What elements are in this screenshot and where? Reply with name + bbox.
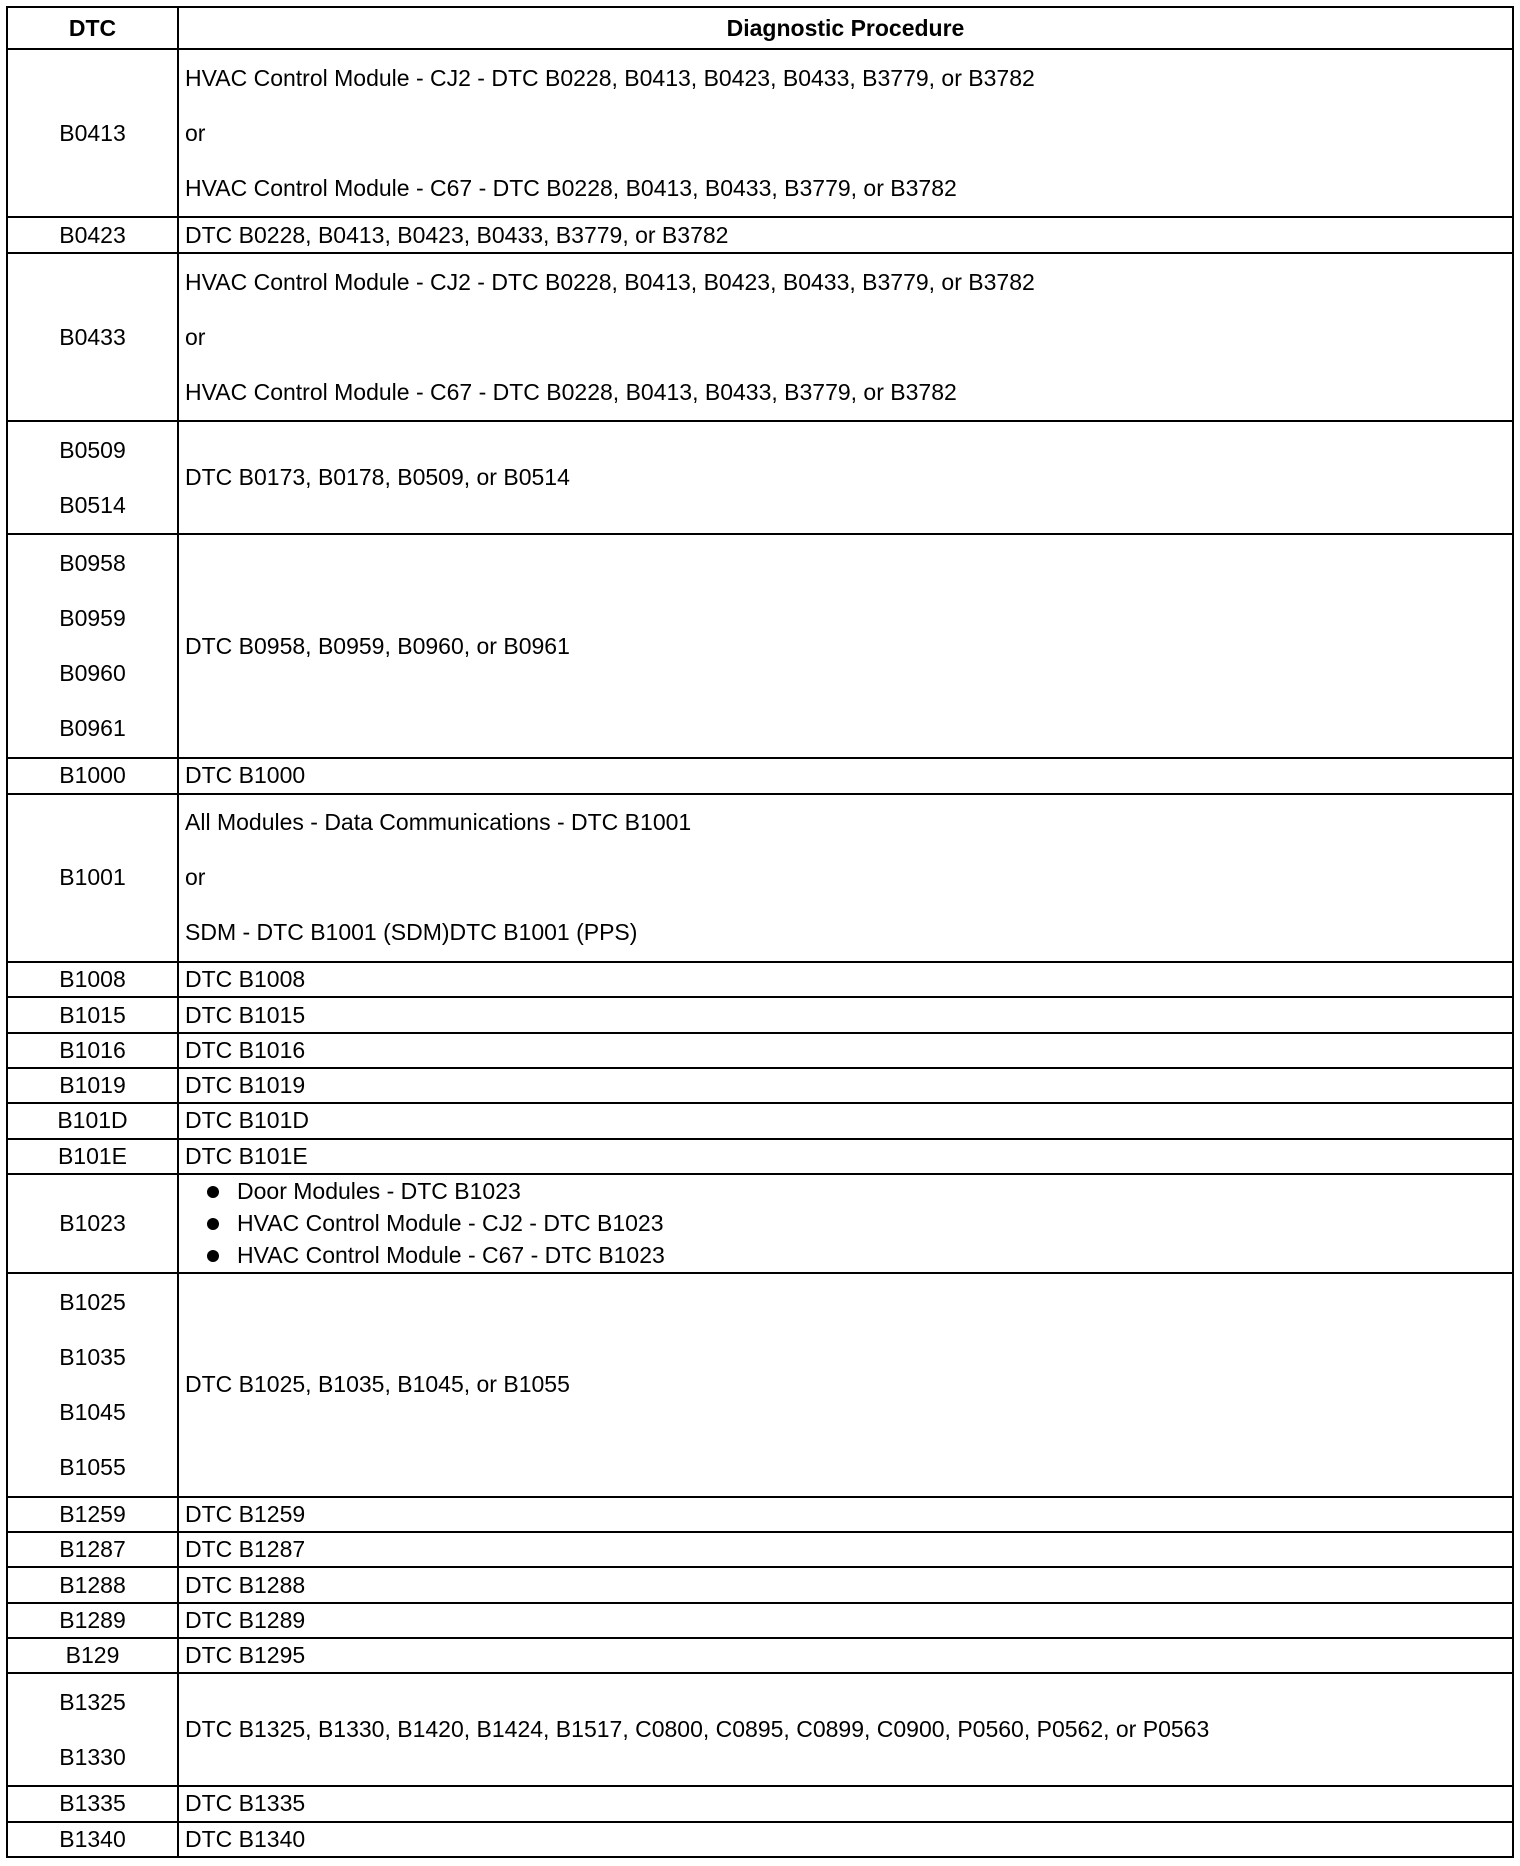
table-row bbox=[7, 962, 1513, 997]
procedure-cell bbox=[178, 758, 1513, 793]
procedure-cell bbox=[178, 1068, 1513, 1103]
table-row bbox=[7, 1786, 1513, 1821]
header-dtc: DTC bbox=[7, 7, 178, 49]
table-row bbox=[7, 421, 1513, 534]
dtc-cell bbox=[7, 253, 178, 421]
table-row bbox=[7, 1567, 1513, 1602]
header-diagnostic-procedure: Diagnostic Procedure bbox=[178, 7, 1513, 49]
procedure-text: HVAC Control Module - C67 - DTC B0228, B0413, B0433, B3779, or B3782 bbox=[185, 174, 957, 201]
dtc-code: B101D bbox=[57, 1107, 128, 1134]
table-row bbox=[7, 1822, 1513, 1857]
dtc-code: B1001 bbox=[59, 864, 126, 891]
dtc-cell bbox=[7, 1822, 178, 1857]
procedure-text: DTC B1335 bbox=[185, 1790, 306, 1817]
table-row bbox=[7, 758, 1513, 793]
procedure-text: DTC B1025, B1035, B1045, or B1055 bbox=[185, 1371, 570, 1398]
procedure-text: DTC B1015 bbox=[185, 1001, 306, 1028]
procedure-text: DTC B1259 bbox=[185, 1500, 306, 1527]
procedure-cell bbox=[178, 1638, 1513, 1673]
dtc-code: B1330 bbox=[59, 1743, 126, 1770]
procedure-cell bbox=[178, 1532, 1513, 1567]
procedure-text: DTC B0228, B0413, B0423, B0433, B3779, or B3782 bbox=[185, 221, 729, 248]
dtc-cell bbox=[7, 49, 178, 217]
dtc-table bbox=[6, 6, 1514, 1858]
dtc-cell bbox=[7, 1139, 178, 1174]
dtc-cell bbox=[7, 1638, 178, 1673]
table-row bbox=[7, 253, 1513, 421]
table-row bbox=[7, 49, 1513, 217]
procedure-text: HVAC Control Module - C67 - DTC B0228, B0413, B0433, B3779, or B3782 bbox=[185, 378, 957, 405]
table-row bbox=[7, 997, 1513, 1032]
procedure-cell bbox=[178, 1139, 1513, 1174]
dtc-cell bbox=[7, 217, 178, 252]
procedure-cell bbox=[178, 1174, 1513, 1273]
dtc-cell bbox=[7, 962, 178, 997]
dtc-code: B1019 bbox=[59, 1072, 126, 1099]
table-row bbox=[7, 1603, 1513, 1638]
procedure-cell bbox=[178, 534, 1513, 758]
table-body bbox=[7, 49, 1513, 1857]
procedure-cell bbox=[178, 997, 1513, 1032]
procedure-text: DTC B1295 bbox=[185, 1642, 306, 1669]
dtc-code: B101E bbox=[57, 1142, 128, 1169]
procedure-cell bbox=[178, 1567, 1513, 1602]
procedure-text: DTC B1287 bbox=[185, 1536, 306, 1563]
procedure-text: DTC B0173, B0178, B0509, or B0514 bbox=[185, 464, 570, 491]
dtc-code: B1340 bbox=[59, 1825, 126, 1852]
dtc-cell bbox=[7, 997, 178, 1032]
dtc-code: B0959 bbox=[59, 605, 126, 632]
dtc-cell bbox=[7, 1273, 178, 1497]
dtc-code: B1023 bbox=[59, 1209, 126, 1236]
dtc-code: B0509 bbox=[59, 436, 126, 463]
procedure-cell bbox=[178, 1673, 1513, 1786]
dtc-code: B1288 bbox=[59, 1571, 126, 1598]
procedure-cell bbox=[178, 217, 1513, 252]
table-row bbox=[7, 1273, 1513, 1497]
dtc-cell bbox=[7, 1786, 178, 1821]
procedure-text: or bbox=[185, 119, 206, 146]
dtc-cell bbox=[7, 1033, 178, 1068]
procedure-cell bbox=[178, 1603, 1513, 1638]
procedure-text: DTC B1288 bbox=[185, 1571, 306, 1598]
dtc-code: B1008 bbox=[59, 966, 126, 993]
table-row bbox=[7, 1068, 1513, 1103]
procedure-cell bbox=[178, 1822, 1513, 1857]
procedure-cell bbox=[178, 1497, 1513, 1532]
table-row bbox=[7, 1139, 1513, 1174]
procedure-text: DTC B101E bbox=[185, 1142, 308, 1169]
dtc-code: B0958 bbox=[59, 550, 126, 577]
table-row bbox=[7, 1174, 1513, 1273]
dtc-code: B0514 bbox=[59, 491, 126, 518]
procedure-text: or bbox=[185, 864, 206, 891]
dtc-code: B0960 bbox=[59, 660, 126, 687]
dtc-code: B1055 bbox=[59, 1453, 126, 1480]
procedure-text: DTC B1340 bbox=[185, 1825, 306, 1852]
procedure-cell bbox=[178, 1033, 1513, 1068]
procedure-cell bbox=[178, 49, 1513, 217]
table-row bbox=[7, 1033, 1513, 1068]
dtc-cell bbox=[7, 534, 178, 758]
dtc-cell bbox=[7, 1532, 178, 1567]
procedure-text: DTC B1289 bbox=[185, 1606, 306, 1633]
dtc-code: B1287 bbox=[59, 1536, 126, 1563]
table-row bbox=[7, 1103, 1513, 1138]
procedure-text: DTC B0958, B0959, B0960, or B0961 bbox=[185, 632, 570, 659]
table-row bbox=[7, 1638, 1513, 1673]
procedure-text: DTC B1000 bbox=[185, 762, 306, 789]
dtc-code: B1000 bbox=[59, 762, 126, 789]
dtc-cell bbox=[7, 1103, 178, 1138]
procedure-bullet-item: HVAC Control Module - CJ2 - DTC B1023 bbox=[185, 1207, 1506, 1239]
dtc-code: B0961 bbox=[59, 715, 126, 742]
table-row bbox=[7, 217, 1513, 252]
dtc-code: B1289 bbox=[59, 1606, 126, 1633]
procedure-cell bbox=[178, 962, 1513, 997]
procedure-cell bbox=[178, 421, 1513, 534]
dtc-code: B0423 bbox=[59, 221, 126, 248]
dtc-code: B1016 bbox=[59, 1036, 126, 1063]
dtc-cell bbox=[7, 421, 178, 534]
procedure-text: DTC B101D bbox=[185, 1107, 309, 1134]
table-row bbox=[7, 794, 1513, 962]
procedure-cell bbox=[178, 1273, 1513, 1497]
dtc-code: B1325 bbox=[59, 1688, 126, 1715]
procedure-text: DTC B1325, B1330, B1420, B1424, B1517, C0800, C0895, C0899, C0900, P0560, P0562, or P0563 bbox=[185, 1716, 1210, 1743]
procedure-cell bbox=[178, 794, 1513, 962]
dtc-code: B0413 bbox=[59, 119, 126, 146]
dtc-code: B1025 bbox=[59, 1288, 126, 1315]
dtc-code: B1015 bbox=[59, 1001, 126, 1028]
dtc-cell bbox=[7, 1068, 178, 1103]
procedure-text: DTC B1019 bbox=[185, 1072, 306, 1099]
procedure-bullet-item: HVAC Control Module - C67 - DTC B1023 bbox=[185, 1239, 1506, 1271]
procedure-text: DTC B1016 bbox=[185, 1036, 306, 1063]
procedure-cell bbox=[178, 253, 1513, 421]
dtc-code: B1045 bbox=[59, 1398, 126, 1425]
dtc-cell bbox=[7, 1603, 178, 1638]
procedure-text: DTC B1008 bbox=[185, 966, 306, 993]
procedure-cell bbox=[178, 1103, 1513, 1138]
procedure-text: HVAC Control Module - CJ2 - DTC B0228, B0413, B0423, B0433, B3779, or B3782 bbox=[185, 64, 1035, 91]
dtc-code: B1035 bbox=[59, 1343, 126, 1370]
dtc-code: B129 bbox=[65, 1642, 120, 1669]
table-row bbox=[7, 534, 1513, 758]
procedure-text: HVAC Control Module - CJ2 - DTC B0228, B0413, B0423, B0433, B3779, or B3782 bbox=[185, 268, 1035, 295]
dtc-cell bbox=[7, 794, 178, 962]
dtc-code: B1259 bbox=[59, 1500, 126, 1527]
dtc-cell bbox=[7, 1567, 178, 1602]
procedure-bullet-list bbox=[185, 1175, 1506, 1271]
table-row bbox=[7, 1673, 1513, 1786]
procedure-bullet-item: Door Modules - DTC B1023 bbox=[185, 1175, 1506, 1207]
table-row bbox=[7, 1497, 1513, 1532]
dtc-code: B1335 bbox=[59, 1790, 126, 1817]
procedure-cell bbox=[178, 1786, 1513, 1821]
procedure-text: or bbox=[185, 323, 206, 350]
procedure-text: SDM - DTC B1001 (SDM)DTC B1001 (PPS) bbox=[185, 919, 638, 946]
dtc-cell bbox=[7, 1174, 178, 1273]
dtc-cell bbox=[7, 1497, 178, 1532]
procedure-text: All Modules - Data Communications - DTC B1001 bbox=[185, 809, 692, 836]
dtc-code: B0433 bbox=[59, 323, 126, 350]
dtc-cell bbox=[7, 1673, 178, 1786]
dtc-cell bbox=[7, 758, 178, 793]
header-row bbox=[7, 7, 1513, 49]
table-row bbox=[7, 1532, 1513, 1567]
